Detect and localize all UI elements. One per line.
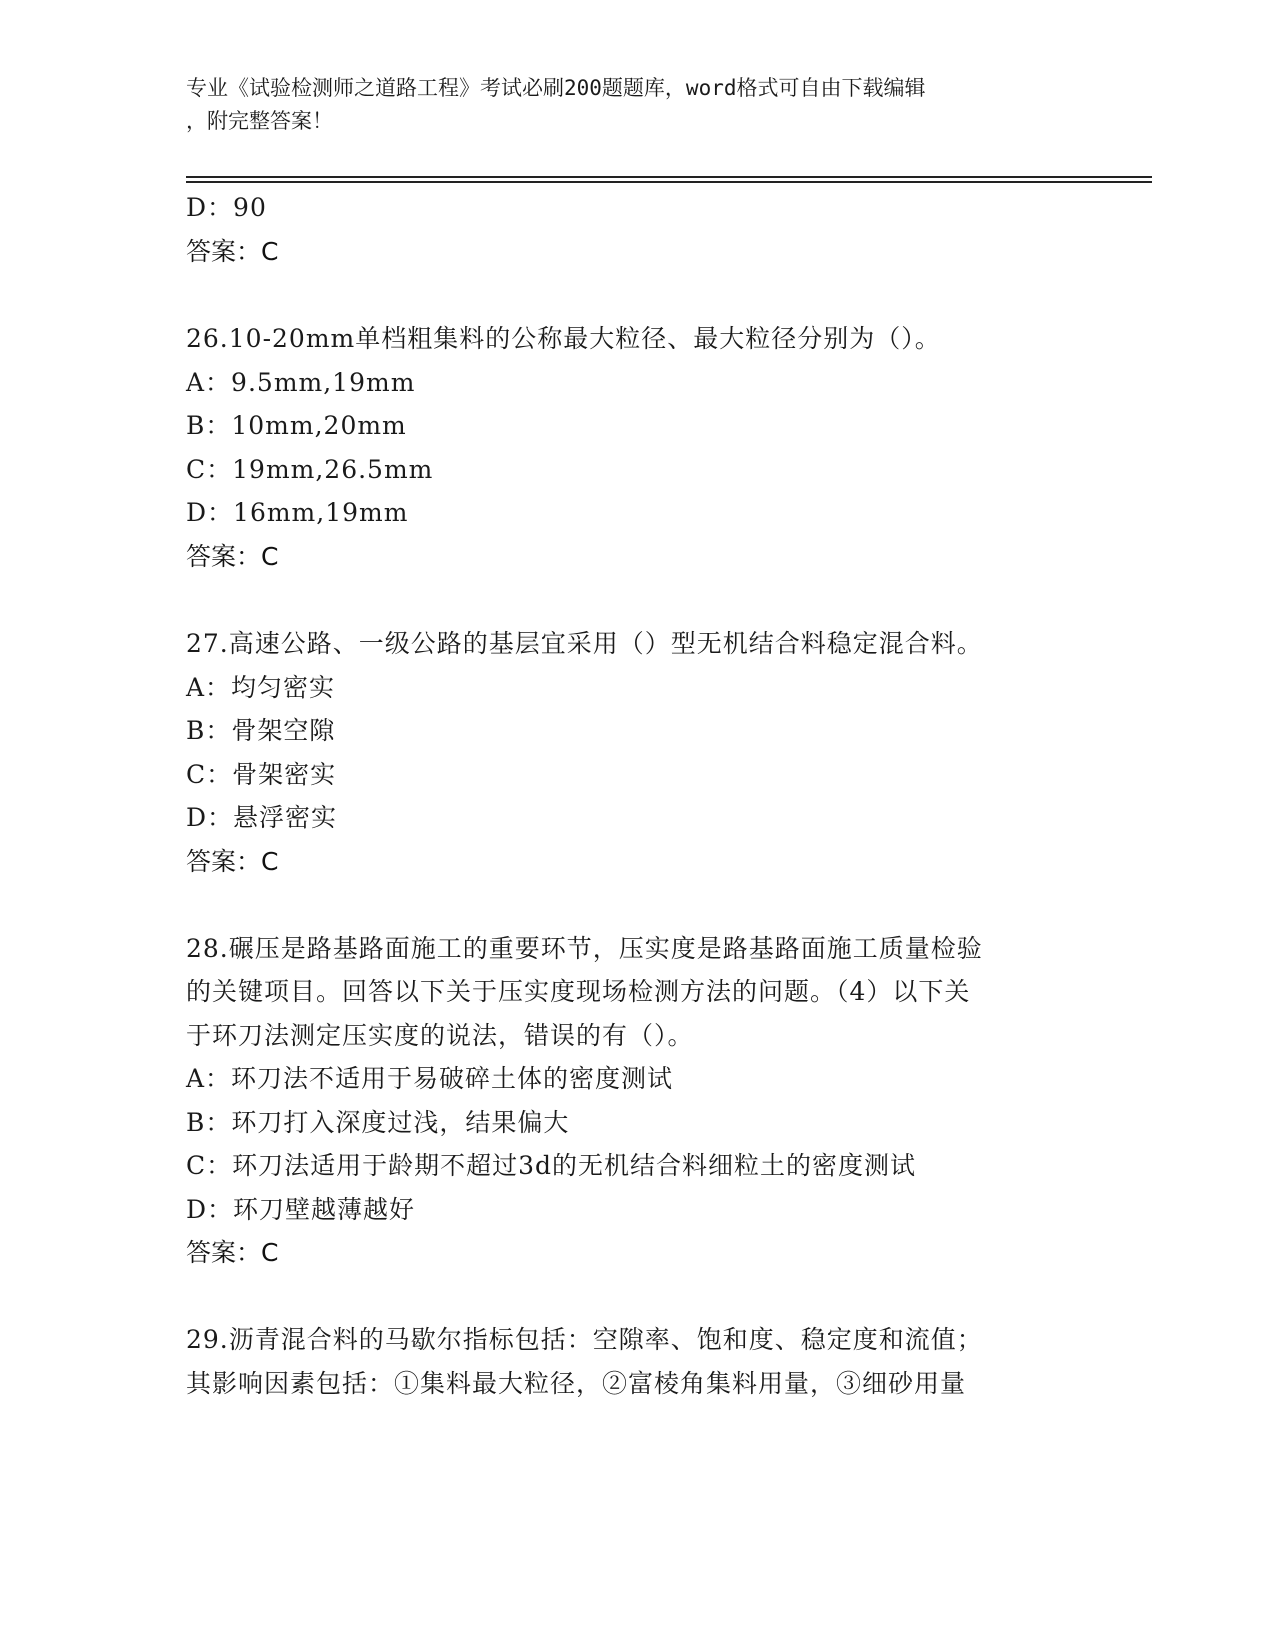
header-title-line-2: ，附完整答案！ <box>186 109 333 133</box>
page-header <box>186 72 1066 138</box>
option-d-q25: D：90 <box>186 193 267 222</box>
option-b-q28: B：环刀打入深度过浅，结果偏大 <box>186 1108 570 1137</box>
option-b-q26: B：10mm,20mm <box>186 411 407 440</box>
option-d-q28: D：环刀壁越薄越好 <box>186 1195 416 1224</box>
answer-q25: 答案：C <box>186 237 279 266</box>
question-27: 27.高速公路、一级公路的基层宜采用（）型无机结合料稳定混合料。 <box>186 629 983 658</box>
answer-q27: 答案：C <box>186 847 279 876</box>
answer-q26: 答案：C <box>186 542 279 571</box>
option-a-q26: A：9.5mm,19mm <box>186 368 416 397</box>
question-28-line-3: 于环刀法测定压实度的说法，错误的有（）。 <box>186 1021 694 1050</box>
option-b-q27: B：骨架空隙 <box>186 716 336 745</box>
option-a-q27: A：均匀密实 <box>186 673 336 702</box>
header-title-line-1: 专业《试验检测师之道路工程》考试必刷200题题库，word格式可自由下载编辑 <box>186 76 926 100</box>
question-26: 26.10-20mm单档粗集料的公称最大粒径、最大粒径分别为（）。 <box>186 324 941 353</box>
option-d-q27: D：悬浮密实 <box>186 803 338 832</box>
option-c-q27: C：骨架密实 <box>186 760 337 789</box>
question-28-line-2: 的关键项目。回答以下关于压实度现场检测方法的问题。（4）以下关 <box>186 977 971 1006</box>
question-29-line-2: 其影响因素包括：①集料最大粒径，②富棱角集料用量，③细砂用量 <box>186 1369 967 1398</box>
question-29-line-1: 29.沥青混合料的马歇尔指标包括：空隙率、饱和度、稳定度和流值； <box>186 1325 983 1354</box>
option-a-q28: A：环刀法不适用于易破碎土体的密度测试 <box>186 1064 674 1093</box>
header-rule-bottom <box>186 181 1152 183</box>
question-28-line-1: 28.碾压是路基路面施工的重要环节，压实度是路基路面施工质量检验 <box>186 934 983 963</box>
header-rule-top <box>186 176 1152 178</box>
option-c-q26: C：19mm,26.5mm <box>186 455 434 484</box>
option-d-q26: D：16mm,19mm <box>186 498 409 527</box>
option-c-q28: C：环刀法适用于龄期不超过3d的无机结合料细粒土的密度测试 <box>186 1151 917 1180</box>
answer-q28: 答案：C <box>186 1238 279 1267</box>
